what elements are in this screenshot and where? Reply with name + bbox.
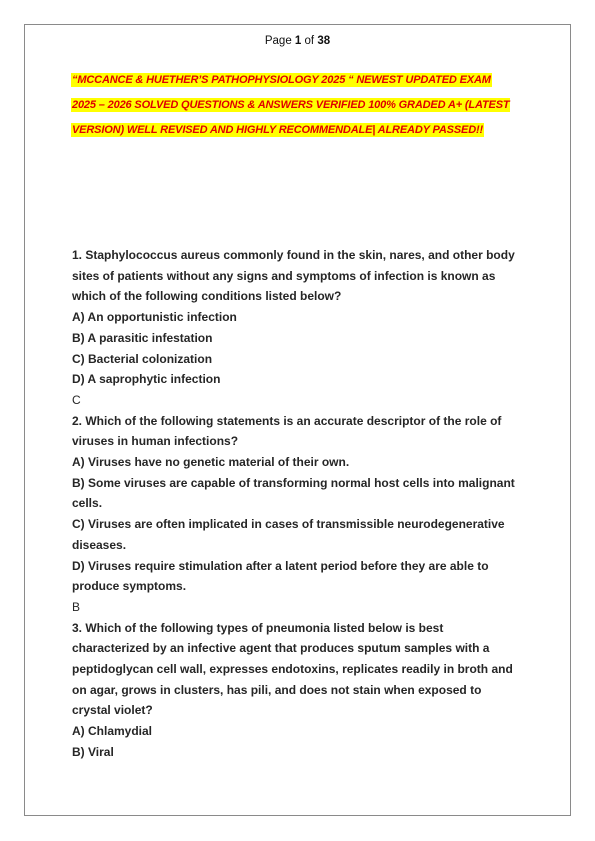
answer-option-line: produce symptoms. bbox=[72, 579, 187, 594]
answer-option-line: B) A parasitic infestation bbox=[72, 330, 213, 345]
question-stem-line: 1. Staphylococcus aureus commonly found in the skin, nares, and other body bbox=[72, 248, 515, 262]
answer-option-line: B) Some viruses are capable of transforming normal host cells into malignant bbox=[72, 475, 515, 490]
document-title bbox=[71, 68, 541, 143]
answer-option-line: A) An opportunistic infection bbox=[72, 310, 237, 325]
title-line-text: VERSION) WELL REVISED AND HIGHLY RECOMMENDALE| ALREADY PASSED!! bbox=[72, 124, 484, 136]
title-line bbox=[71, 93, 541, 118]
question-stem-line: sites of patients without any signs and symptoms of infection is known as bbox=[72, 268, 496, 283]
question-stem-line: viruses in human infections? bbox=[72, 434, 239, 449]
title-line-text: 2025 – 2026 SOLVED QUESTIONS & ANSWERS VERIFIED 100% GRADED A+ (LATEST bbox=[72, 99, 510, 111]
answer-option-line: D) A saprophytic infection bbox=[72, 372, 221, 387]
title-line bbox=[71, 68, 541, 93]
title-line bbox=[71, 118, 541, 143]
answer-option-line: D) Viruses require stimulation after a latent period before they are able to bbox=[72, 558, 489, 573]
answer-option-line: C) Bacterial colonization bbox=[72, 351, 213, 366]
page-current: 1 bbox=[294, 35, 302, 47]
question-stem-line: on agar, grows in clusters, has pili, and does not stain when exposed to bbox=[72, 682, 482, 697]
page-prefix: Page bbox=[264, 35, 292, 47]
answer-option-line: A) Viruses have no genetic material of their own. bbox=[72, 455, 350, 470]
correct-answer: C bbox=[72, 392, 81, 407]
correct-answer: B bbox=[72, 599, 81, 614]
page-total: 38 bbox=[317, 35, 331, 47]
question-stem-line: which of the following conditions listed below? bbox=[72, 289, 342, 304]
answer-option-line: B) Viral bbox=[72, 744, 114, 759]
title-line-text: “MCCANCE & HUETHER’S PATHOPHYSIOLOGY 2025 “ NEWEST UPDATED EXAM bbox=[72, 74, 491, 86]
question-stem-line: characterized by an infective agent that produces sputum samples with a bbox=[72, 641, 490, 656]
question-stem-line: crystal violet? bbox=[72, 703, 153, 718]
question-stem-line: peptidoglycan cell wall, expresses endotoxins, replicates readily in broth and bbox=[72, 662, 513, 677]
answer-option-line: diseases. bbox=[72, 537, 127, 552]
page-number bbox=[0, 35, 595, 47]
answer-option-line: A) Chlamydial bbox=[72, 724, 153, 739]
question-stem-line: 2. Which of the following statements is an accurate descriptor of the role of bbox=[72, 413, 502, 428]
answer-option-line: C) Viruses are often implicated in cases of transmissible neurodegenerative bbox=[72, 517, 505, 532]
page-sep: of bbox=[304, 35, 315, 47]
answer-option-line: cells. bbox=[72, 496, 103, 511]
question-stem-line: 3. Which of the following types of pneumonia listed below is best bbox=[72, 620, 444, 635]
question-list bbox=[72, 245, 532, 763]
